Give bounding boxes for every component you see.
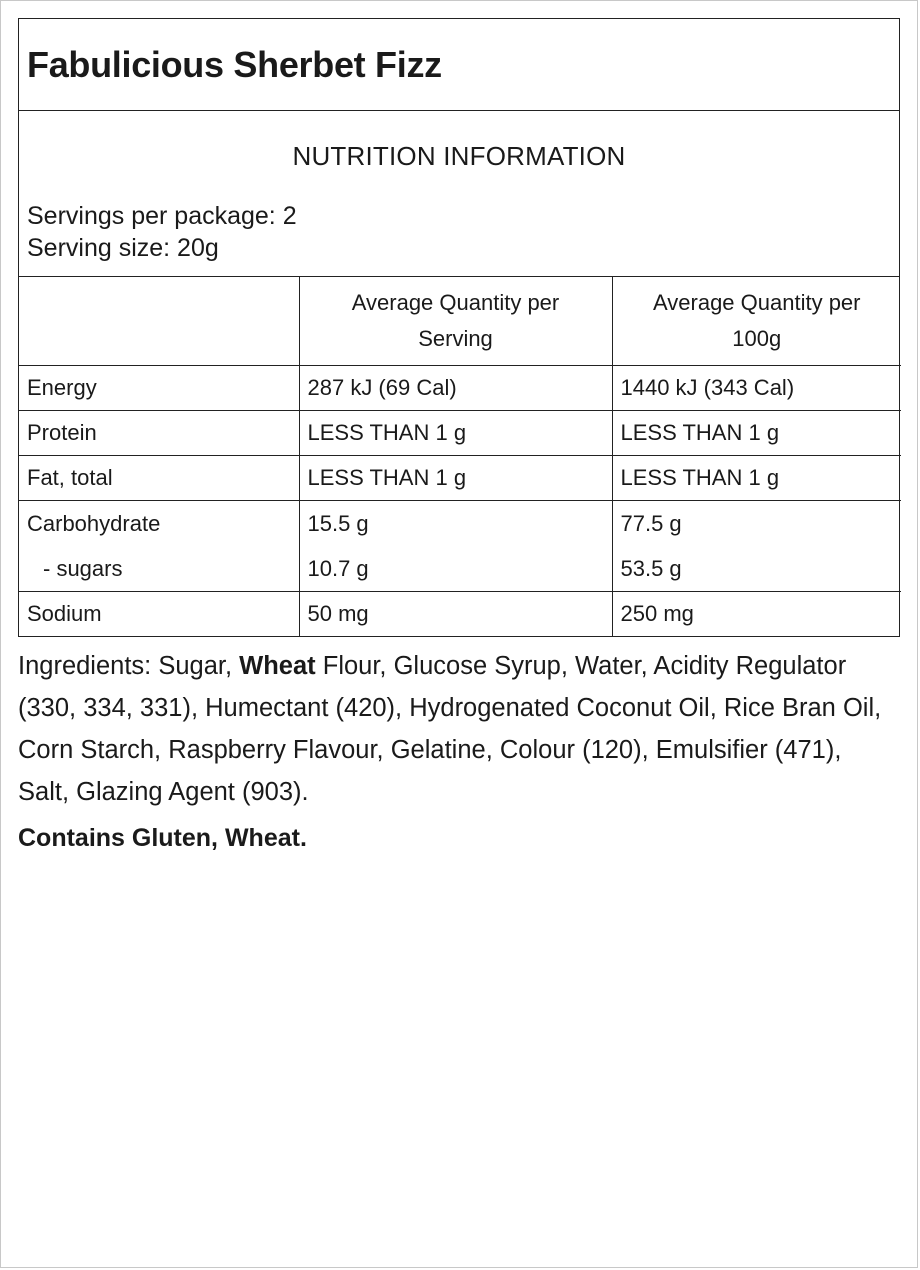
per-serving-value: LESS THAN 1 g	[299, 410, 612, 455]
nutrient-sublabel: - sugars	[43, 555, 123, 581]
product-title: Fabulicious Sherbet Fizz	[19, 19, 899, 111]
per-serving-value: LESS THAN 1 g	[299, 455, 612, 500]
per-100g-value: 250 mg	[620, 600, 694, 626]
per-serving-value: 50 mg	[299, 591, 612, 636]
per-100g-value: LESS THAN 1 g	[612, 410, 901, 455]
nutrient-label: Sodium	[19, 591, 299, 636]
per-100g-value: 1440 kJ (343 Cal)	[612, 365, 901, 410]
per-serving-value-group	[299, 500, 612, 591]
column-header-nutrient	[19, 277, 299, 365]
nutrition-header	[19, 111, 899, 277]
nutrient-label-group	[19, 500, 299, 591]
column-header-per-100g: Average Quantity per 100g	[612, 277, 901, 365]
nutrient-label: Protein	[19, 410, 299, 455]
nutrition-table	[19, 277, 901, 636]
ingredients-rest: Flour, Glucose Syrup, Water, Acidity Regulator (330, 334, 331), Humectant (420), Hydrogenated Coconut Oil, Rice Bran Oil, Corn Starch, Raspberry Flavour, Gelatine, Colour (120), Emulsifier (471), Salt, Glazing Agent (903).	[18, 652, 882, 806]
nutrient-label: Fat, total	[19, 455, 299, 500]
table-row	[19, 455, 901, 500]
per-100g-value: 53.5 g	[620, 555, 682, 581]
per-100g-value: LESS THAN 1 g	[612, 455, 901, 500]
column-header-per-serving: Average Quantity per Serving	[299, 277, 612, 365]
per-serving-value: 10.7 g	[307, 555, 369, 581]
nutrient-label: Carbohydrate	[27, 510, 161, 536]
table-row	[19, 591, 901, 636]
per-serving-value: 15.5 g	[307, 510, 369, 536]
per-100g-value-group	[612, 500, 901, 591]
table-row	[19, 500, 901, 591]
ingredients-list	[18, 645, 898, 813]
allergen-statement: Contains Gluten, Wheat.	[18, 824, 307, 852]
table-row	[19, 365, 901, 410]
serving-size: Serving size: 20g	[27, 234, 219, 262]
nutrition-heading: NUTRITION INFORMATION	[292, 141, 626, 171]
nutrient-label: Energy	[19, 365, 299, 410]
ingredients-allergen-highlight: Wheat	[239, 652, 316, 680]
nutrition-label	[18, 18, 900, 637]
table-header-row	[19, 277, 901, 365]
servings-per-package: Servings per package: 2	[27, 202, 297, 230]
per-serving-value: 287 kJ (69 Cal)	[299, 365, 612, 410]
per-100g-value: 77.5 g	[620, 510, 682, 536]
table-row	[19, 410, 901, 455]
ingredients-prefix: Ingredients: Sugar,	[18, 652, 240, 680]
